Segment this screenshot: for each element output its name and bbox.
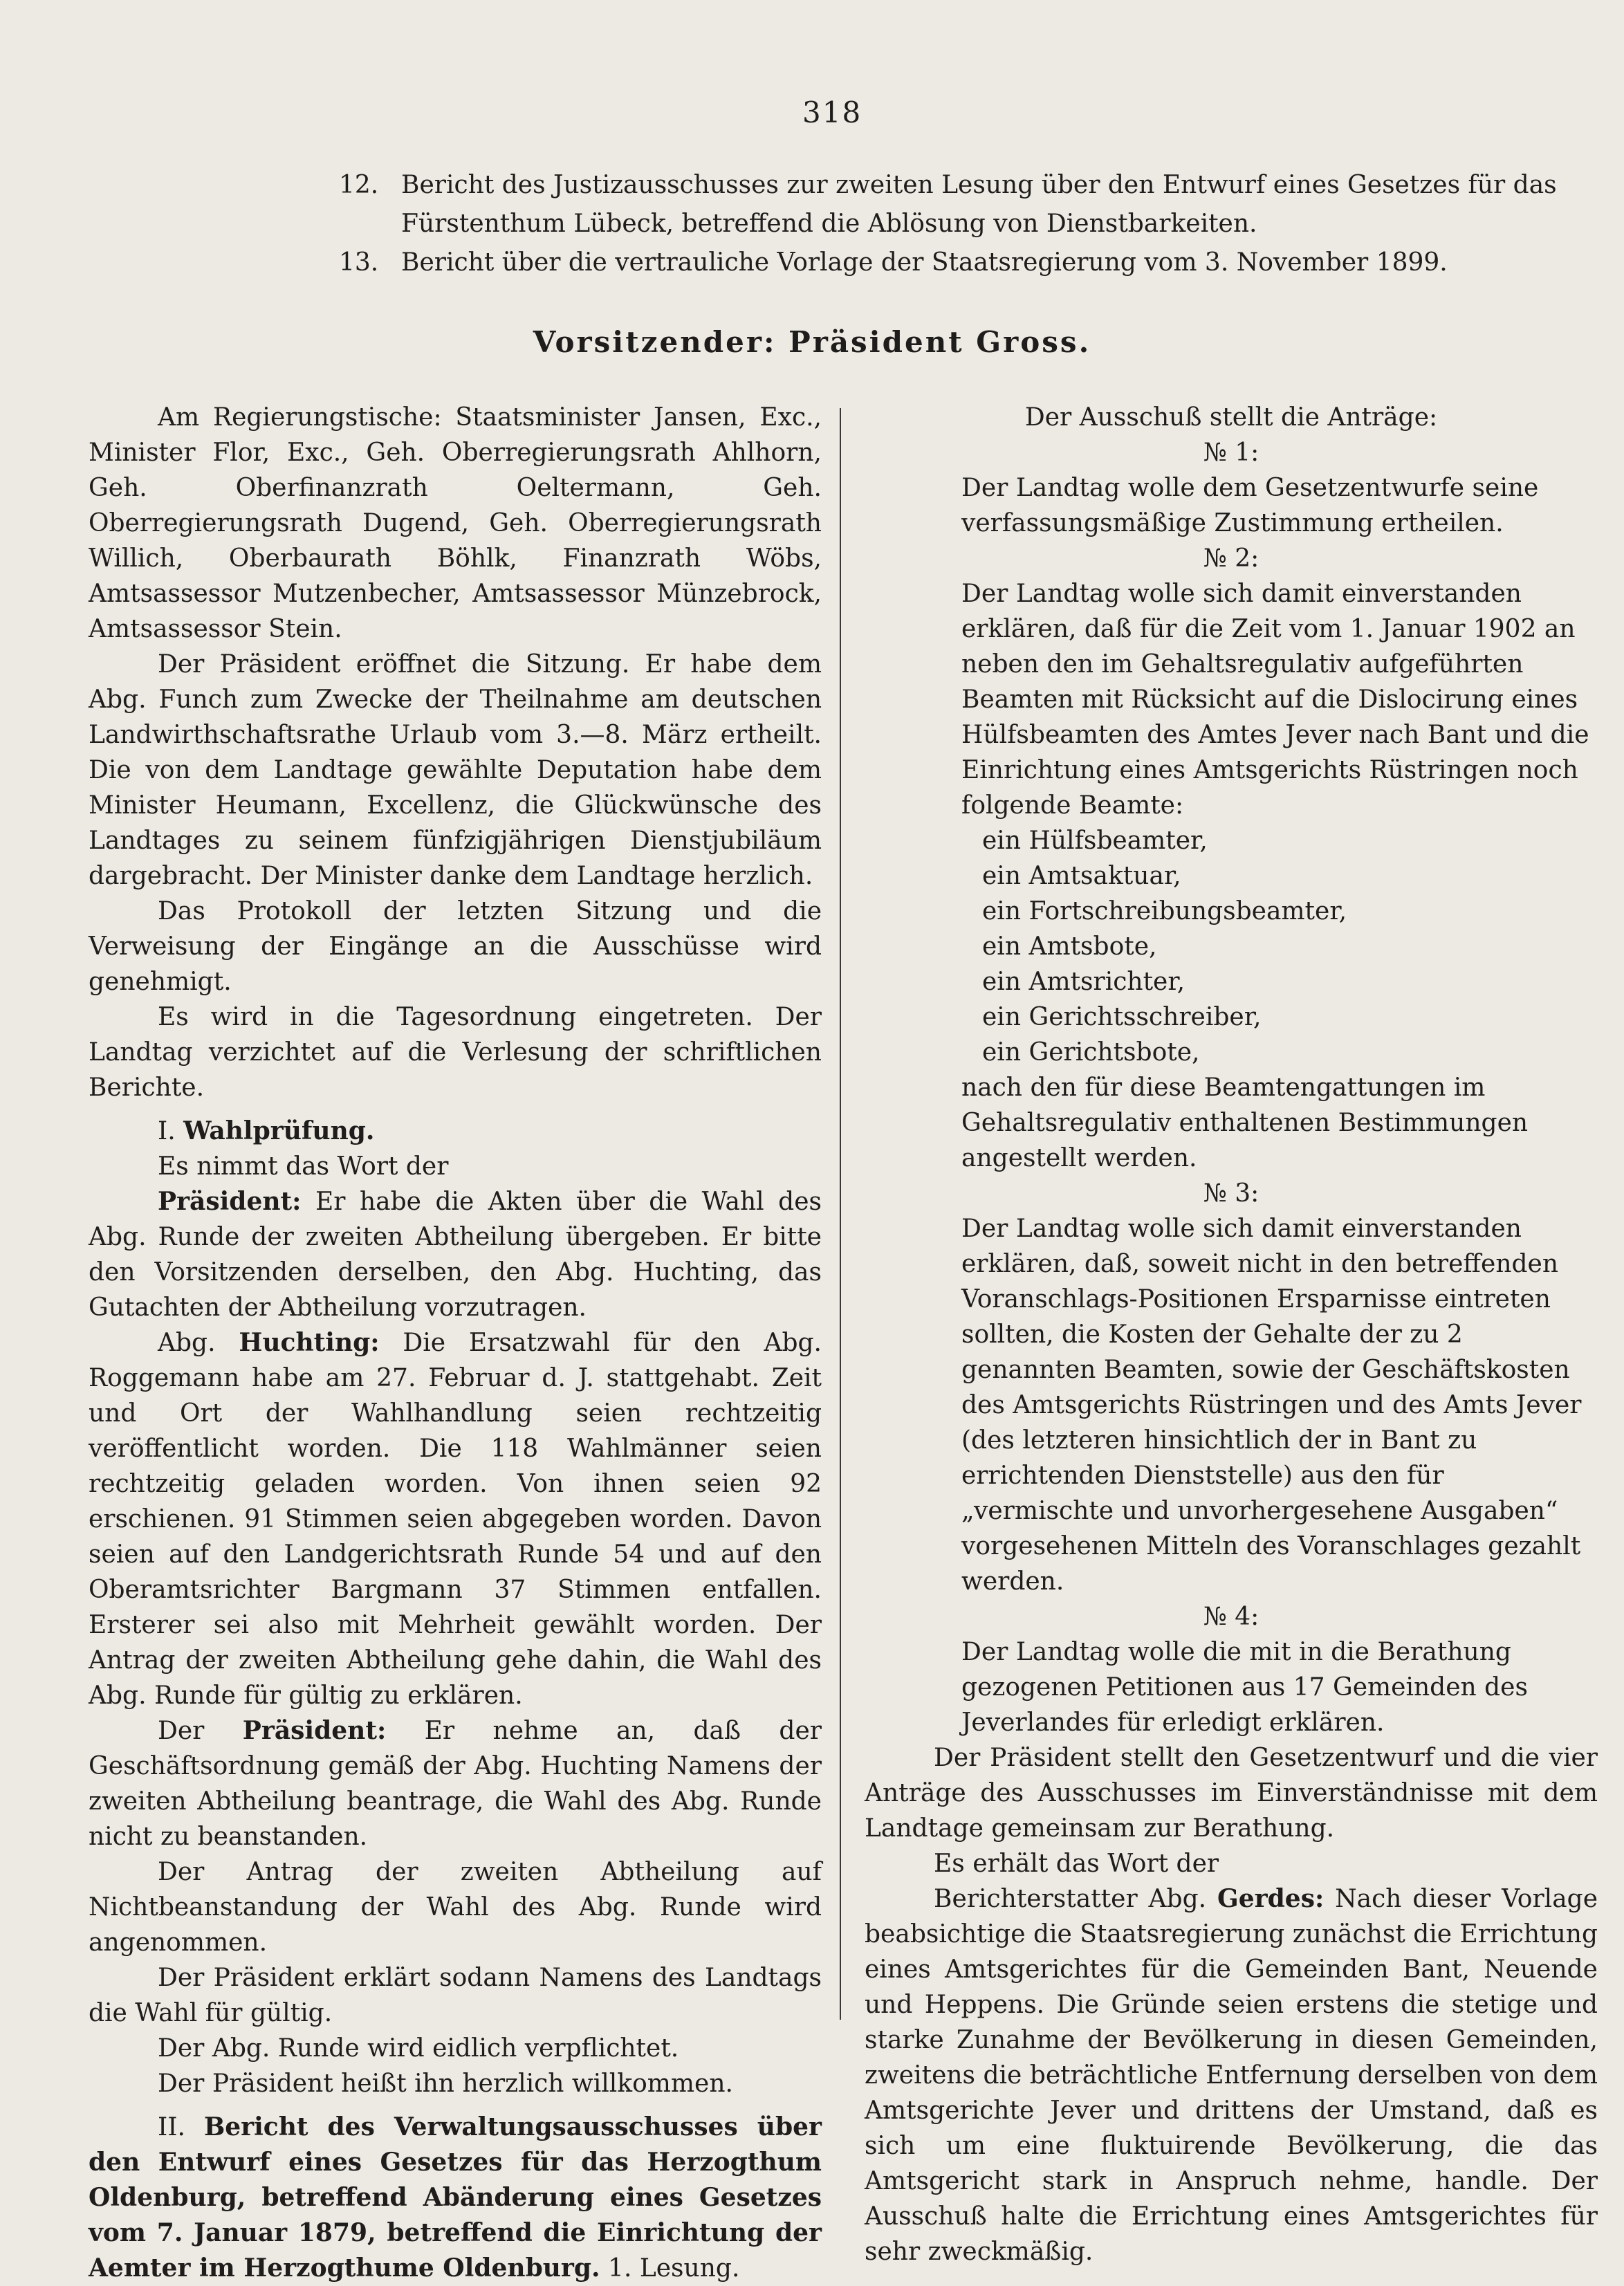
speaker-name: Präsident:: [242, 1716, 387, 1745]
right-column: [865, 400, 1598, 2269]
section-number: I.: [158, 1117, 176, 1145]
section-title: Wahlprüfung.: [183, 1116, 375, 1145]
official-list-item: ein Gerichtsbote,: [982, 1038, 1200, 1067]
motion-text: Der Landtag wolle sich damit einverstanden erklären, daß, soweit nicht in den betreffenden Voranschlags-Positionen Ersparnisse eintreten sollten, die Kosten der Gehalte der zu 2 genannten Beamten, sowie der Geschäftskosten des Amtsgerichts Rüstringen und des Amts Jever (des letzteren hinsichtlich der in Bant zu errichtenden Dienststelle) aus den für „vermischte und unvorhergesehene Ausgaben“ vorgesehenen Mitteln des Voranschlages gezahlt werden.: [961, 1215, 1582, 1596]
agenda-item: [339, 243, 1598, 282]
paragraph: Der Präsident heißt ihn herzlich willkommen.: [158, 2070, 733, 2098]
motion-number: № 1:: [1203, 439, 1259, 467]
agenda-item: [339, 166, 1598, 243]
official-list-item: ein Hülfsbeamter,: [982, 827, 1208, 855]
official-list-item: ein Amtsaktuar,: [982, 862, 1181, 890]
agenda-item-text: Bericht über die vertrauliche Vorlage der Staatsregierung vom 3. November 1899.: [401, 248, 1448, 277]
official-list-item: ein Amtsrichter,: [982, 968, 1185, 996]
motion-text: Der Landtag wolle die mit in die Berathung gezogenen Petitionen aus 17 Gemeinden des Jeverlandes für erledigt erklären.: [961, 1638, 1528, 1737]
motion-number: № 4:: [1203, 1603, 1259, 1631]
section-heading: [89, 2110, 822, 2286]
left-column: [89, 400, 822, 2286]
official-list-item: ein Fortschreibungsbeamter,: [982, 897, 1347, 925]
motion-number: № 3:: [1203, 1179, 1259, 1208]
motion-text: Der Landtag wolle sich damit einverstanden erklären, daß für die Zeit vom 1. Januar 1902 an neben den im Gehaltsregulativ aufgeführten Beamten mit Rücksicht auf die Dislocirung eines Hülfsbeamten des Amtes Jever nach Bant und die Einrichtung eines Amtsgerichts Rüstringen noch folgende Beamte:: [961, 580, 1589, 820]
chair-heading: Vorsitzender: Präsident Gross.: [533, 325, 1091, 359]
speech-text: Er nehme an, daß der Geschäftsordnung gemäß der Abg. Huchting Namens der zweiten Abtheilung beantrage, die Wahl des Abg. Runde nicht zu beanstanden.: [89, 1717, 822, 1851]
official-list-item: ein Gerichtsschreiber,: [982, 1003, 1262, 1031]
column-divider: [840, 408, 841, 2020]
official-list-item: ein Amtsbote,: [982, 932, 1157, 961]
motion-number: № 2:: [1203, 544, 1259, 573]
speech-paragraph: [89, 1184, 822, 1325]
motions-intro: Der Ausschuß stellt die Anträge:: [1024, 403, 1438, 432]
speaker-prefix: Abg.: [158, 1329, 216, 1357]
agenda-item-number: 13.: [339, 248, 379, 277]
speaker-name: Gerdes:: [1217, 1884, 1325, 1913]
speech-paragraph: [89, 1325, 822, 1713]
agenda-item-number: 12.: [339, 171, 379, 199]
paragraph: Der Abg. Runde wird eidlich verpflichtet.: [158, 2034, 679, 2063]
paragraph: Der Präsident stellt den Gesetzentwurf und die vier Anträge des Ausschusses im Einverständnisse mit dem Landtage gemeinsam zur Berathung.: [865, 1744, 1598, 1843]
agenda-list: [339, 166, 1598, 282]
speaker-prefix: Der: [158, 1717, 205, 1745]
section-number: II.: [158, 2113, 185, 2141]
page-number: 318: [802, 95, 862, 129]
speech-text: Die Ersatzwahl für den Abg. Roggemann habe am 27. Februar d. J. stattgehabt. Zeit und Ort der Wahlhandlung seien rechtzeitig veröffentlicht worden. Die 118 Wahlmänner seien rechtzeitig geladen worden. Von ihnen seien 92 erschienen. 91 Stimmen seien abgegeben worden. Davon seien auf den Landgerichtsrath Runde 54 und auf den Oberamtsrichter Bargmann 37 Stimmen entfallen. Ersterer sei also mit Mehrheit gewählt worden. Der Antrag der zweiten Abtheilung gehe dahin, die Wahl des Abg. Runde für gültig zu erklären.: [89, 1329, 822, 1710]
speaker-name: Präsident:: [158, 1187, 302, 1216]
speech-paragraph: [865, 1881, 1598, 2269]
motion-text: Der Landtag wolle dem Gesetzentwurfe seine verfassungsmäßige Zustimmung ertheilen.: [961, 474, 1539, 537]
section-suffix: 1. Lesung.: [608, 2254, 740, 2283]
section-title: Bericht des Verwaltungsausschusses über den Entwurf eines Gesetzes für das Herzogthum Oldenburg, betreffend Abänderung eines Gesetzes vom 7. Januar 1879, betreffend die Einrichtung der Aemter im Herzogthume Oldenburg.: [89, 2112, 822, 2283]
government-bench-paragraph: Am Regierungstische: Staatsminister Jansen, Exc., Minister Flor, Exc., Geh. Oberregierungsrath Ahlhorn, Geh. Oberfinanzrath Oeltermann, Geh. Oberregierungsrath Dugend, Geh. Oberregierungsrath Willich, Oberbaurath Böhlk, Finanzrath Wöbs, Amtsassessor Mutzenbecher, Amtsassessor Münzebrock, Amtsassessor Stein.: [89, 403, 822, 643]
section-heading: [89, 1114, 822, 1149]
speaker-prefix: Berichterstatter Abg.: [934, 1885, 1207, 1913]
protocol-paragraph: Das Protokoll der letzten Sitzung und die Verweisung der Eingänge an die Ausschüsse wird genehmigt.: [89, 897, 822, 996]
speech-text: Nach dieser Vorlage beabsichtige die Staatsregierung zunächst die Errichtung eines Amtsgerichtes für die Gemeinden Bant, Neuende und Heppens. Die Gründe seien erstens die stetige und starke Zunahme der Bevölkerung in diesen Gemeinden, zweitens die beträchtliche Entfernung derselben von dem Amtsgerichte Jever und drittens der Umstand, daß es sich um eine fluktuirende Bevölkerung, die das Amtsgericht stark in Anspruch nehme, handle. Der Ausschuß halte die Errichtung eines Amtsgerichtes für sehr zweckmäßig.: [865, 1885, 1598, 2266]
paragraph: Es nimmt das Wort der: [158, 1152, 449, 1181]
agenda-entry-paragraph: Es wird in die Tagesordnung eingetreten. Der Landtag verzichtet auf die Verlesung der schriftlichen Berichte.: [89, 1003, 822, 1102]
motion-text: nach den für diese Beamtengattungen im Gehaltsregulativ enthaltenen Bestimmungen angestellt werden.: [961, 1073, 1529, 1172]
opening-paragraph: Der Präsident eröffnet die Sitzung. Er habe dem Abg. Funch zum Zwecke der Theilnahme am deutschen Landwirthschaftsrathe Urlaub vom 3.—8. März ertheilt. Die von dem Landtage gewählte Deputation habe dem Minister Heumann, Excellenz, die Glückwünsche des Landtages zu seinem fünfzigjährigen Dienstjubiläum dargebracht. Der Minister danke dem Landtage herzlich.: [89, 650, 822, 890]
speech-paragraph: [89, 1713, 822, 1854]
paragraph: Der Präsident erklärt sodann Namens des Landtags die Wahl für gültig.: [89, 1964, 822, 2027]
paragraph: Es erhält das Wort der: [934, 1850, 1219, 1878]
speaker-name: Huchting:: [239, 1328, 380, 1357]
paragraph: Der Antrag der zweiten Abtheilung auf Nichtbeanstandung der Wahl des Abg. Runde wird angenommen.: [89, 1858, 822, 1957]
speech-text: Er habe die Akten über die Wahl des Abg. Runde der zweiten Abtheilung übergeben. Er bitte den Vorsitzenden derselben, den Abg. Huchting, das Gutachten der Abtheilung vorzutragen.: [89, 1188, 822, 1322]
agenda-item-text: Bericht des Justizausschusses zur zweiten Lesung über den Entwurf eines Gesetzes für das Fürstenthum Lübeck, betreffend die Ablösung von Dienstbarkeiten.: [401, 171, 1557, 238]
